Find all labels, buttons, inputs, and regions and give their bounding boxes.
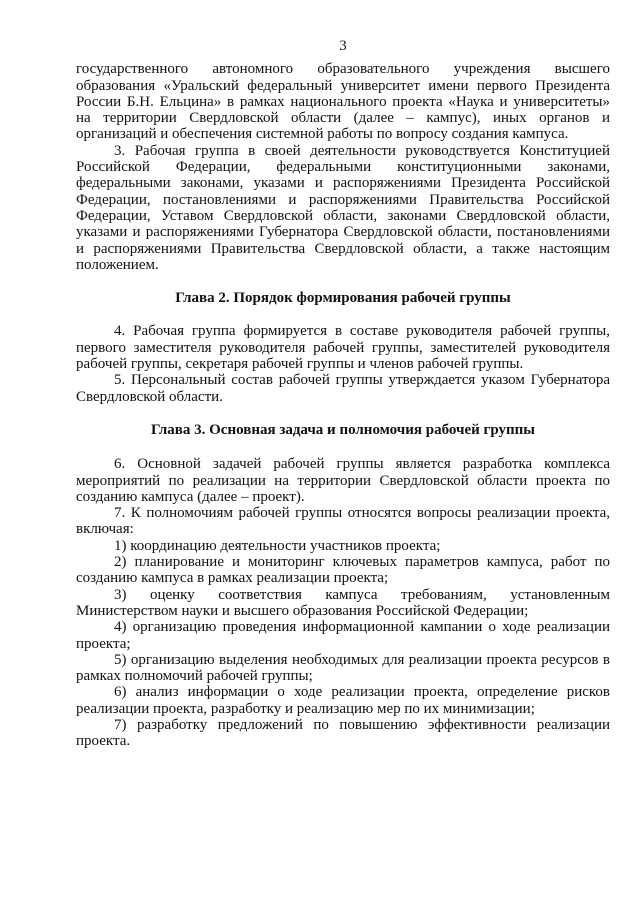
subitem-7-paragraph: 7) разработку предложений по повышению эффективности реализации проекта. (76, 716, 610, 750)
intro-continuation-paragraph: государственного автономного образовательного учреждения высшего образования «Уральский федеральный университет имени первого Президента России Б.Н. Ельцина» в рамках национального проекта «Наука и университеты» на территории Свердловской области (далее – кампус), иных органов и организаций и обеспечения системной работы по вопросу создания кампуса. (76, 61, 610, 143)
item-3-paragraph: 3. Рабочая группа в своей деятельности руководствуется Конституцией Российской Федерации, федеральными конституционными законами, федеральными законами, указами и распоряжениями Президента Российской Федерации, постановлениями и распоряжениями Правительства Российской Федерации, Уставом Свердловской области, законами Свердловской области, указами и распоряжениями Губернатора Свердловской области, постановлениями и распоряжениями Правительства Свердловской области, а также настоящим положением. (76, 142, 610, 273)
subitem-5-paragraph: 5) организацию выделения необходимых для реализации проекта ресурсов в рамках полномочий рабочей группы; (76, 651, 610, 685)
item-4-paragraph: 4. Рабочая группа формируется в составе руководителя рабочей группы, первого заместителя руководителя рабочей группы, заместителей руководителя рабочей группы, секретаря рабочей группы и членов рабочей группы. (76, 323, 610, 373)
subitem-6-paragraph: 6) анализ информации о ходе реализации проекта, определение рисков реализации проекта, разработку и реализацию мер по их минимизации; (76, 684, 610, 717)
subitem-3-paragraph: 3) оценку соответствия кампуса требованиям, установленным Министерством науки и высшего образования Российской Федерации; (76, 586, 610, 619)
item-7-paragraph: 7. К полномочиям рабочей группы относятся вопросы реализации проекта, включая: (76, 505, 610, 538)
document-page (76, 38, 610, 750)
page-number: 3 (339, 38, 347, 54)
chapter-3-heading: Глава 3. Основная задача и полномочия рабочей группы (151, 421, 535, 438)
subitem-4-paragraph: 4) организацию проведения информационной кампании о ходе реализации проекта; (76, 619, 610, 652)
item-6-paragraph: 6. Основной задачей рабочей группы является разработка комплекса мероприятий по реализации на территории Свердловской области проекта по созданию кампуса (далее – проект). (76, 456, 610, 505)
subitem-2-paragraph: 2) планирование и мониторинг ключевых параметров кампуса, работ по созданию кампуса в рамках реализации проекта; (76, 554, 610, 587)
item-5-paragraph: 5. Персональный состав рабочей группы утверждается указом Губернатора Свердловской области. (76, 372, 610, 405)
subitem-1-paragraph: 1) координацию деятельности участников проекта; (114, 537, 441, 554)
chapter-2-heading: Глава 2. Порядок формирования рабочей группы (175, 290, 511, 307)
